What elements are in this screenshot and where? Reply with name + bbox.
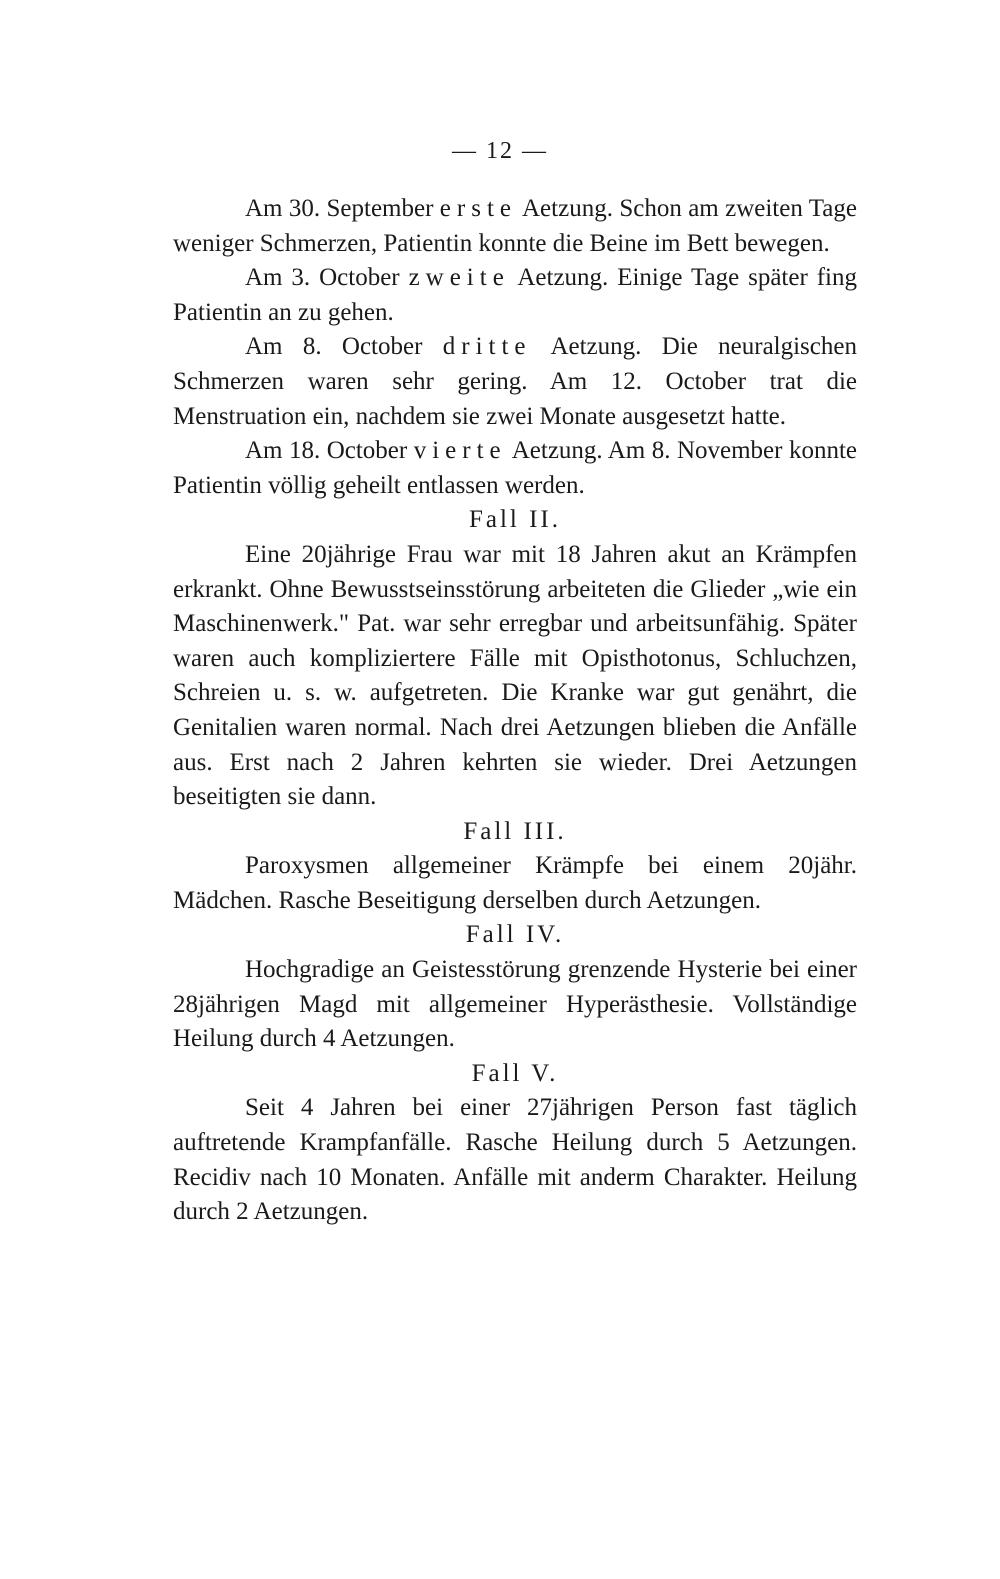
body-text xyxy=(173,192,857,1230)
spaced-word: vierte xyxy=(413,437,507,465)
paragraph-case-3: Paroxysmen allgemeiner Krämpfe bei einem 20jähr. Mädchen. Rasche Beseitigung derselben durch Aetzungen. xyxy=(173,852,857,914)
text-run: Aetzung. Die neuralgischen Schmerzen waren sehr gering. Am 12. October trat die Menstruation ein, nachdem sie zwei Monate ausgesetzt hatte. xyxy=(173,333,857,430)
case-heading-5: Fall V. xyxy=(471,1059,559,1087)
paragraph-third-etching xyxy=(173,330,857,434)
paragraph-case-2: Eine 20jährige Frau war mit 18 Jahren akut an Krämpfen erkrankt. Ohne Bewusstseinsstörung arbeiteten die Glieder „wie ein Maschinenwerk." Pat. war sehr erregbar und arbeitsunfähig. Später waren auch kompliziertere Fälle mit Opisthotonus, Schluchzen, Schreien u. s. w. aufgetreten. Die Kranke war gut genährt, die Genitalien waren normal. Nach drei Aetzungen blieben die Anfälle aus. Erst nach 2 Jahren kehrten sie wieder. Drei Aetzungen beseitigten sie dann. xyxy=(173,540,857,811)
text-run: Aetzung. Schon am zweiten Tage weniger Schmerzen, Patientin konnte die Beine im Bett bewegen. xyxy=(173,195,857,257)
page-number: — 12 — xyxy=(452,138,548,164)
paragraph-fourth-etching xyxy=(173,434,857,503)
case-heading-3: Fall III. xyxy=(463,817,567,845)
paragraph-second-etching xyxy=(173,261,857,330)
case-heading-2: Fall II. xyxy=(468,506,562,534)
spaced-word: zweite xyxy=(408,264,510,292)
paragraph-case-4: Hochgradige an Geistesstörung grenzende Hysterie bei einer 28jährigen Magd mit allgemeiner Hyperästhesie. Vollständige Heilung durch 4 Aetzungen. xyxy=(173,956,857,1053)
spaced-word: dritte xyxy=(442,333,532,361)
text-run: Am 30. September xyxy=(245,195,440,222)
text-run: Aetzung. Am 8. November konnte Patientin völlig geheilt entlassen werden. xyxy=(173,437,857,499)
text-run: Am 18. October xyxy=(245,437,414,465)
text-run: Am 3. October xyxy=(245,264,409,292)
case-heading-4: Fall IV. xyxy=(465,921,565,949)
paragraph-first-etching xyxy=(173,192,857,261)
text-run: Am 8. October xyxy=(245,333,443,361)
spaced-word: erste xyxy=(439,195,517,222)
paragraph-case-5: Seit 4 Jahren bei einer 27jährigen Person fast täglich auftretende Krampfanfälle. Rasche Heilung durch 5 Aetzungen. Recidiv nach 10 Monaten. Anfälle mit anderm Charakter. Heilung durch 2 Aetzungen. xyxy=(173,1094,857,1226)
text-run: Aetzung. Einige Tage später fing Patientin an zu gehen. xyxy=(173,264,857,326)
